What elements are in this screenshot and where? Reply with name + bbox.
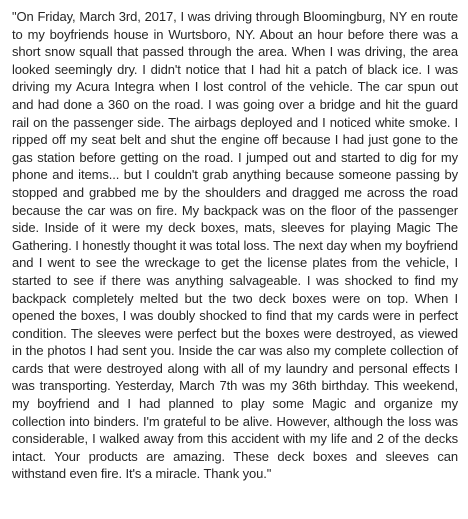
testimonial-paragraph: "On Friday, March 3rd, 2017, I was driving through Bloomingburg, NY en route to my boyfriends house in Wurtsboro, NY. About an hour before there was a short snow squall that passed through the area. When I was driving, the area looked seemingly dry. I didn't notice that I had hit a patch of black ice. I was driving my Acura Integra when I lost control of the vehicle. The car spun out and had done a 360 on the road. I was going over a bridge and hit the guard rail on the passenger side. The airbags deployed and I noticed white smoke. I ripped off my seat belt and shut the engine off because I had just gone to the gas station before getting on the road. I jumped out and started to dig for my phone and items... but I couldn't grab anything because someone passing by stopped and grabbed me by the shoulders and dragged me across the road because the car was on fire. My backpack was on the floor of the passenger side. Inside of it were my deck boxes, mats, sleeves for playing Magic The Gathering. I honestly thought it was total loss. The next day when my boyfriend and I went to see the wreckage to get the license plates from the vehicle, I started to see if there was anything salvageable. I was shocked to find my backpack completely melted but the two deck boxes were on top. When I opened the boxes, I was doubly shocked to find that my cards were in perfect condition. The sleeves were perfect but the boxes were destroyed, as viewed in the photos I had sent you. Inside the car was also my complete collection of cards that were destroyed along with all of my laundry and personal effects I was transporting. Yesterday, March 7th was my 36th birthday. This weekend, my boyfriend and I had planned to play some Magic and organize my collection into binders. I'm grateful to be alive. However, although the loss was considerable, I walked away from this accident with my life and 2 of the decks intact. Your products are amazing. These deck boxes and sleeves can withstand even fire. It's a miracle. Thank you." — [12, 9, 458, 482]
